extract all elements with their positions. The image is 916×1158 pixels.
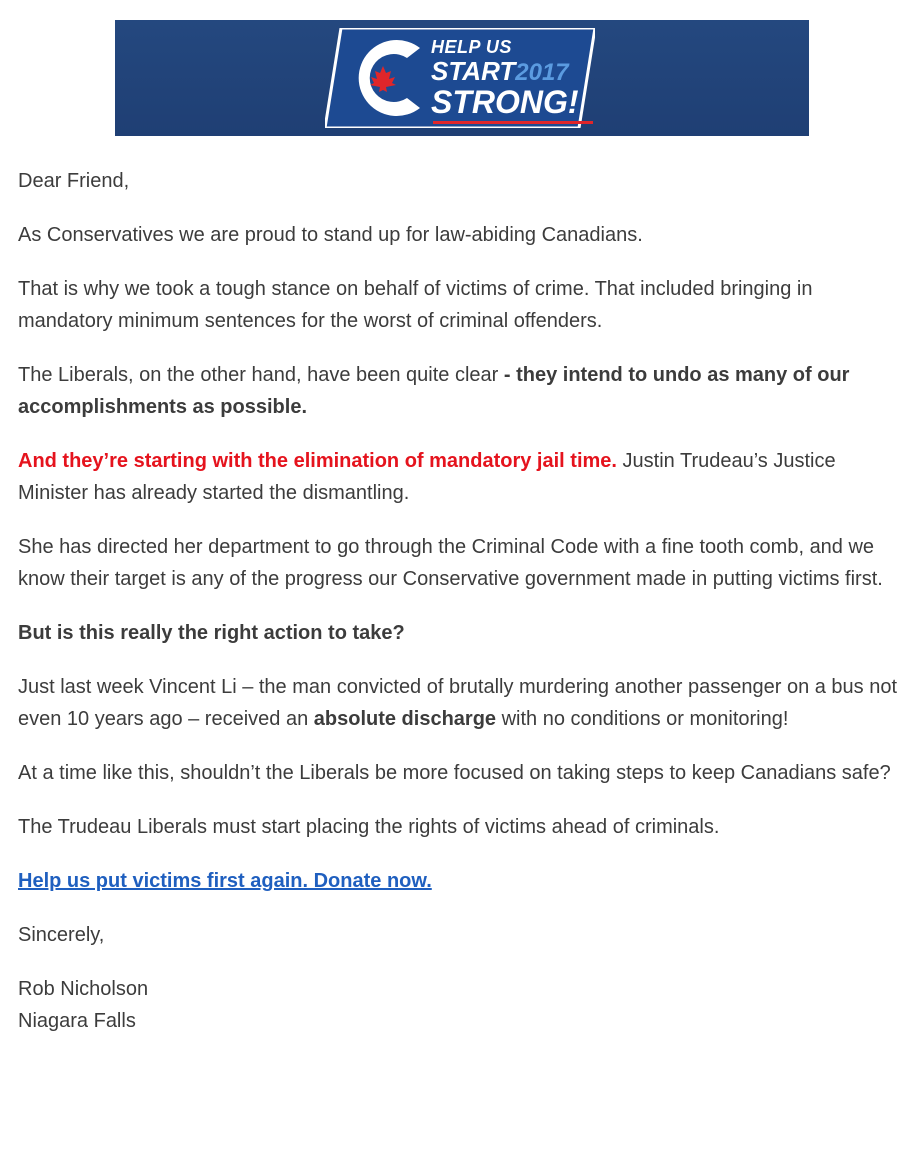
donate-paragraph <box>18 865 908 897</box>
paragraph-4 <box>18 445 908 509</box>
paragraph-8: At a time like this, shouldn’t the Liberals be more focused on taking steps to keep Canadians safe? <box>18 762 891 784</box>
banner-slogan <box>431 38 591 118</box>
paragraph-9: The Trudeau Liberals must start placing the rights of victims ahead of criminals. <box>18 816 720 838</box>
signature-name: Rob Nicholson <box>18 978 149 1000</box>
banner-line-help-us: HELP US <box>431 37 512 57</box>
paragraph-7-text-a: Just last week Vincent Li – the man convicted of brutally murdering another passenger on a bus not even 10 years ago – received an <box>18 676 898 730</box>
paragraph-7-emphasis: absolute discharge <box>313 708 497 730</box>
banner-line-start <box>431 58 591 85</box>
paragraph-4-highlight: And they’re starting with the elimination of mandatory jail time. <box>18 450 617 472</box>
email-body <box>18 165 908 1059</box>
banner-red-rule <box>433 121 593 124</box>
paragraph-1: As Conservatives we are proud to stand up for law-abiding Canadians. <box>18 224 643 246</box>
banner-year: 2017 <box>515 59 569 86</box>
paragraph-3-text: The Liberals, on the other hand, have been quite clear <box>18 364 504 386</box>
donate-link[interactable]: Help us put victims first again. Donate now. <box>18 870 432 892</box>
paragraph-3-emphasis: - they intend to undo as many of our accomplishments as possible. <box>18 364 850 418</box>
paragraph-7-text-b: with no conditions or monitoring! <box>496 708 789 730</box>
greeting: Dear Friend, <box>18 170 130 192</box>
closing: Sincerely, <box>18 924 105 946</box>
paragraph-3 <box>18 359 908 423</box>
paragraph-2: That is why we took a tough stance on behalf of victims of crime. That included bringing in mandatory minimum sentences for the worst of criminal offenders. <box>18 278 813 332</box>
campaign-banner[interactable] <box>115 20 809 136</box>
paragraph-4-text: Justin Trudeau’s Justice Minister has already started the dismantling. <box>18 450 836 504</box>
signature-place: Niagara Falls <box>18 1010 136 1032</box>
paragraph-7 <box>18 671 908 735</box>
paragraph-6-question: But is this really the right action to take? <box>18 622 405 644</box>
banner-line-strong: STRONG! <box>431 84 579 120</box>
signature <box>18 973 908 1037</box>
banner-word-start: START <box>431 56 516 86</box>
banner-logo-group <box>325 28 595 128</box>
paragraph-5: She has directed her department to go through the Criminal Code with a fine tooth comb, and we know their target is any of the progress our Conservative government made in putting victims first. <box>18 536 883 590</box>
